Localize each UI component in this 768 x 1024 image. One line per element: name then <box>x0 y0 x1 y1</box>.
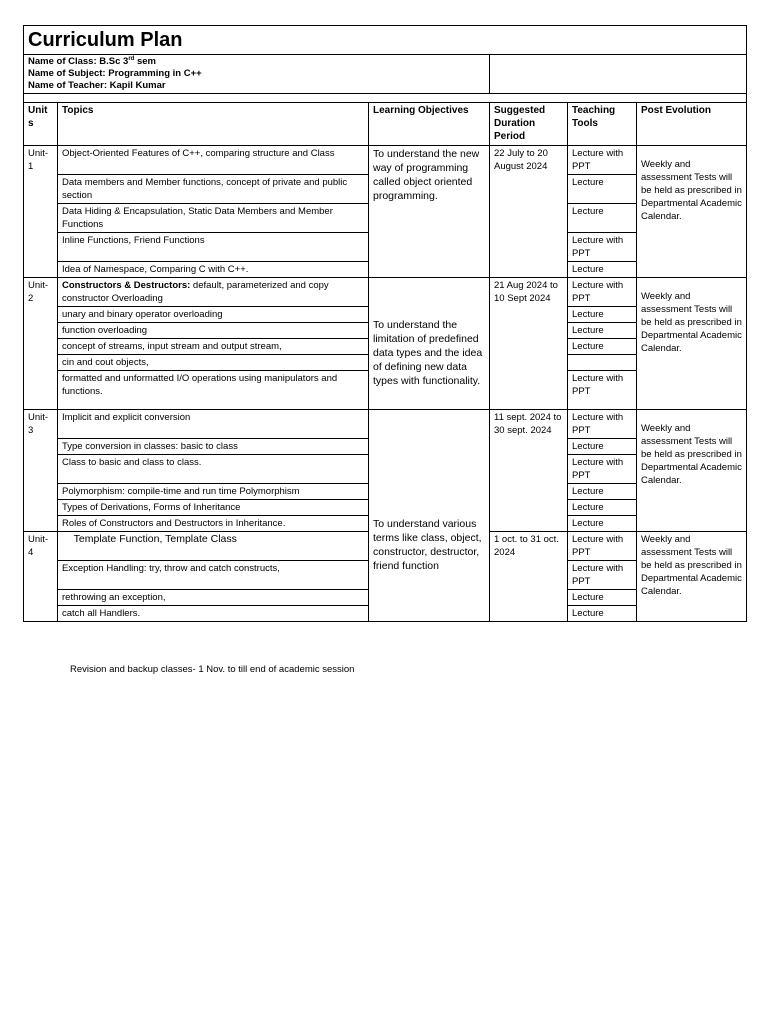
topic-cell <box>58 278 369 307</box>
footer-note: Revision and backup classes- 1 Nov. to till end of academic session <box>70 664 355 675</box>
table-row <box>24 146 747 175</box>
header-duration: Suggested Duration Period <box>490 103 568 146</box>
teaching-tool: Lecture <box>568 484 637 500</box>
topic-cell <box>58 233 369 262</box>
unit-name: Unit-4 <box>24 532 58 622</box>
teaching-tool: Lecture with PPT <box>568 146 637 175</box>
header-units: Unit s <box>24 103 58 146</box>
duration-cell: 11 sept. 2024 to 30 sept. 2024 <box>490 410 568 532</box>
header-tools: Teaching Tools <box>568 103 637 146</box>
topic-text: formatted and unformatted I/O operations using manipulators and functions. <box>62 373 340 397</box>
topic-text: function overloading <box>62 325 148 336</box>
topic-text: Class to basic and class to class. <box>62 457 202 468</box>
topic-text: default, parameterized and copy constructor Overloading <box>62 280 332 304</box>
topic-text: Exception Handling: try, throw and catch constructs, <box>62 563 280 574</box>
meta-block <box>24 55 490 94</box>
header-topics: Topics <box>58 103 369 146</box>
header-objectives: Learning Objectives <box>369 103 490 146</box>
teaching-tool: Lecture <box>568 323 637 339</box>
topic-text: Types of Derivations, Forms of Inheritance <box>62 502 241 513</box>
teaching-tool: Lecture <box>568 307 637 323</box>
teaching-tool: Lecture with PPT <box>568 455 637 484</box>
teaching-tool: Lecture <box>568 500 637 516</box>
topic-text: Data members and Member functions, concept of private and public section <box>62 177 350 201</box>
meta-empty-cell <box>490 55 747 94</box>
teaching-tool: Lecture <box>568 339 637 355</box>
teaching-tool: Lecture with PPT <box>568 410 637 439</box>
topic-cell <box>58 355 369 371</box>
teaching-tool: Lecture with PPT <box>568 371 637 410</box>
post-evolution: Weekly and assessment Tests will be held as prescribed in Departmental Academic Calendar. <box>637 278 747 410</box>
learning-objective: To understand the new way of programming called object oriented programming. <box>369 146 490 278</box>
topic-cell <box>58 532 369 561</box>
topic-cell <box>58 484 369 500</box>
topic-text: cin and cout objects, <box>62 357 149 368</box>
topic-text: Idea of Namespace, Comparing C with C++. <box>62 264 249 275</box>
duration-cell: 21 Aug 2024 to 10 Sept 2024 <box>490 278 568 410</box>
teaching-tool: Lecture <box>568 262 637 278</box>
topic-text: concept of streams, input stream and output stream, <box>62 341 282 352</box>
topic-cell <box>58 146 369 175</box>
curriculum-table <box>23 25 747 622</box>
teaching-tool: Lecture <box>568 606 637 622</box>
unit-name: Unit-3 <box>24 410 58 532</box>
topic-text: Data Hiding & Encapsulation, Static Data Members and Member Functions <box>62 206 336 230</box>
post-evolution: Weekly and assessment Tests will be held as prescribed in Departmental Academic Calendar. <box>637 410 747 532</box>
header-row <box>24 103 747 146</box>
duration-cell: 22 July to 20 August 2024 <box>490 146 568 278</box>
spacer-row <box>24 94 747 103</box>
topic-cell <box>58 307 369 323</box>
teaching-tool: Lecture with PPT <box>568 532 637 561</box>
topic-text: unary and binary operator overloading <box>62 309 223 320</box>
teaching-tool <box>568 355 637 371</box>
teaching-tool: Lecture <box>568 204 637 233</box>
unit-name: Unit-2 <box>24 278 58 410</box>
header-post: Post Evolution <box>637 103 747 146</box>
teaching-tool: Lecture <box>568 516 637 532</box>
topic-cell <box>58 175 369 204</box>
topic-text: Object-Oriented Features of C++, comparing structure and Class <box>62 148 335 159</box>
learning-objective: To understand the limitation of predefined data types and the idea of defining new data types with functionality. <box>369 278 490 410</box>
learning-objective: To understand various terms like class, object, constructor, destructor, friend function <box>369 410 490 622</box>
duration-cell: 1 oct. to 31 oct. 2024 <box>490 532 568 622</box>
topic-cell <box>58 455 369 484</box>
topic-text: Roles of Constructors and Destructors in Inheritance. <box>62 518 286 529</box>
topic-text: Polymorphism: compile-time and run time Polymorphism <box>62 486 300 497</box>
curriculum-document <box>23 25 746 622</box>
unit-name: Unit-1 <box>24 146 58 278</box>
table-row <box>24 278 747 307</box>
page-title: Curriculum Plan <box>24 26 747 55</box>
teaching-tool: Lecture with PPT <box>568 233 637 262</box>
topic-cell <box>58 561 369 590</box>
topic-cell <box>58 371 369 410</box>
topic-text: rethrowing an exception, <box>62 592 166 603</box>
topic-cell <box>58 516 369 532</box>
topic-text: Inline Functions, Friend Functions <box>62 235 205 246</box>
topic-cell <box>58 323 369 339</box>
topic-cell <box>58 204 369 233</box>
teaching-tool: Lecture <box>568 175 637 204</box>
topic-text: Template Function, Template Class <box>62 533 237 545</box>
class-name: Name of Class: B.Sc 3rd sem <box>28 55 156 67</box>
topic-cell <box>58 339 369 355</box>
topic-bold: Constructors & Destructors: <box>62 280 191 291</box>
topic-cell <box>58 500 369 516</box>
post-evolution: Weekly and assessment Tests will be held as prescribed in Departmental Academic Calendar. <box>637 532 747 622</box>
topic-text: catch all Handlers. <box>62 608 141 619</box>
teacher-name: Name of Teacher: Kapil Kumar <box>28 80 166 91</box>
topic-cell <box>58 606 369 622</box>
teaching-tool: Lecture with PPT <box>568 561 637 590</box>
teaching-tool: Lecture with PPT <box>568 278 637 307</box>
topic-cell <box>58 590 369 606</box>
topic-cell <box>58 410 369 439</box>
post-evolution: Weekly and assessment Tests will be held as prescribed in Departmental Academic Calendar. <box>637 146 747 278</box>
table-row <box>24 410 747 439</box>
topic-cell <box>58 439 369 455</box>
teaching-tool: Lecture <box>568 439 637 455</box>
teaching-tool: Lecture <box>568 590 637 606</box>
topic-text: Type conversion in classes: basic to class <box>62 441 238 452</box>
subject-name: Name of Subject: Programming in C++ <box>28 68 202 79</box>
topic-cell <box>58 262 369 278</box>
topic-text: Implicit and explicit conversion <box>62 412 191 423</box>
